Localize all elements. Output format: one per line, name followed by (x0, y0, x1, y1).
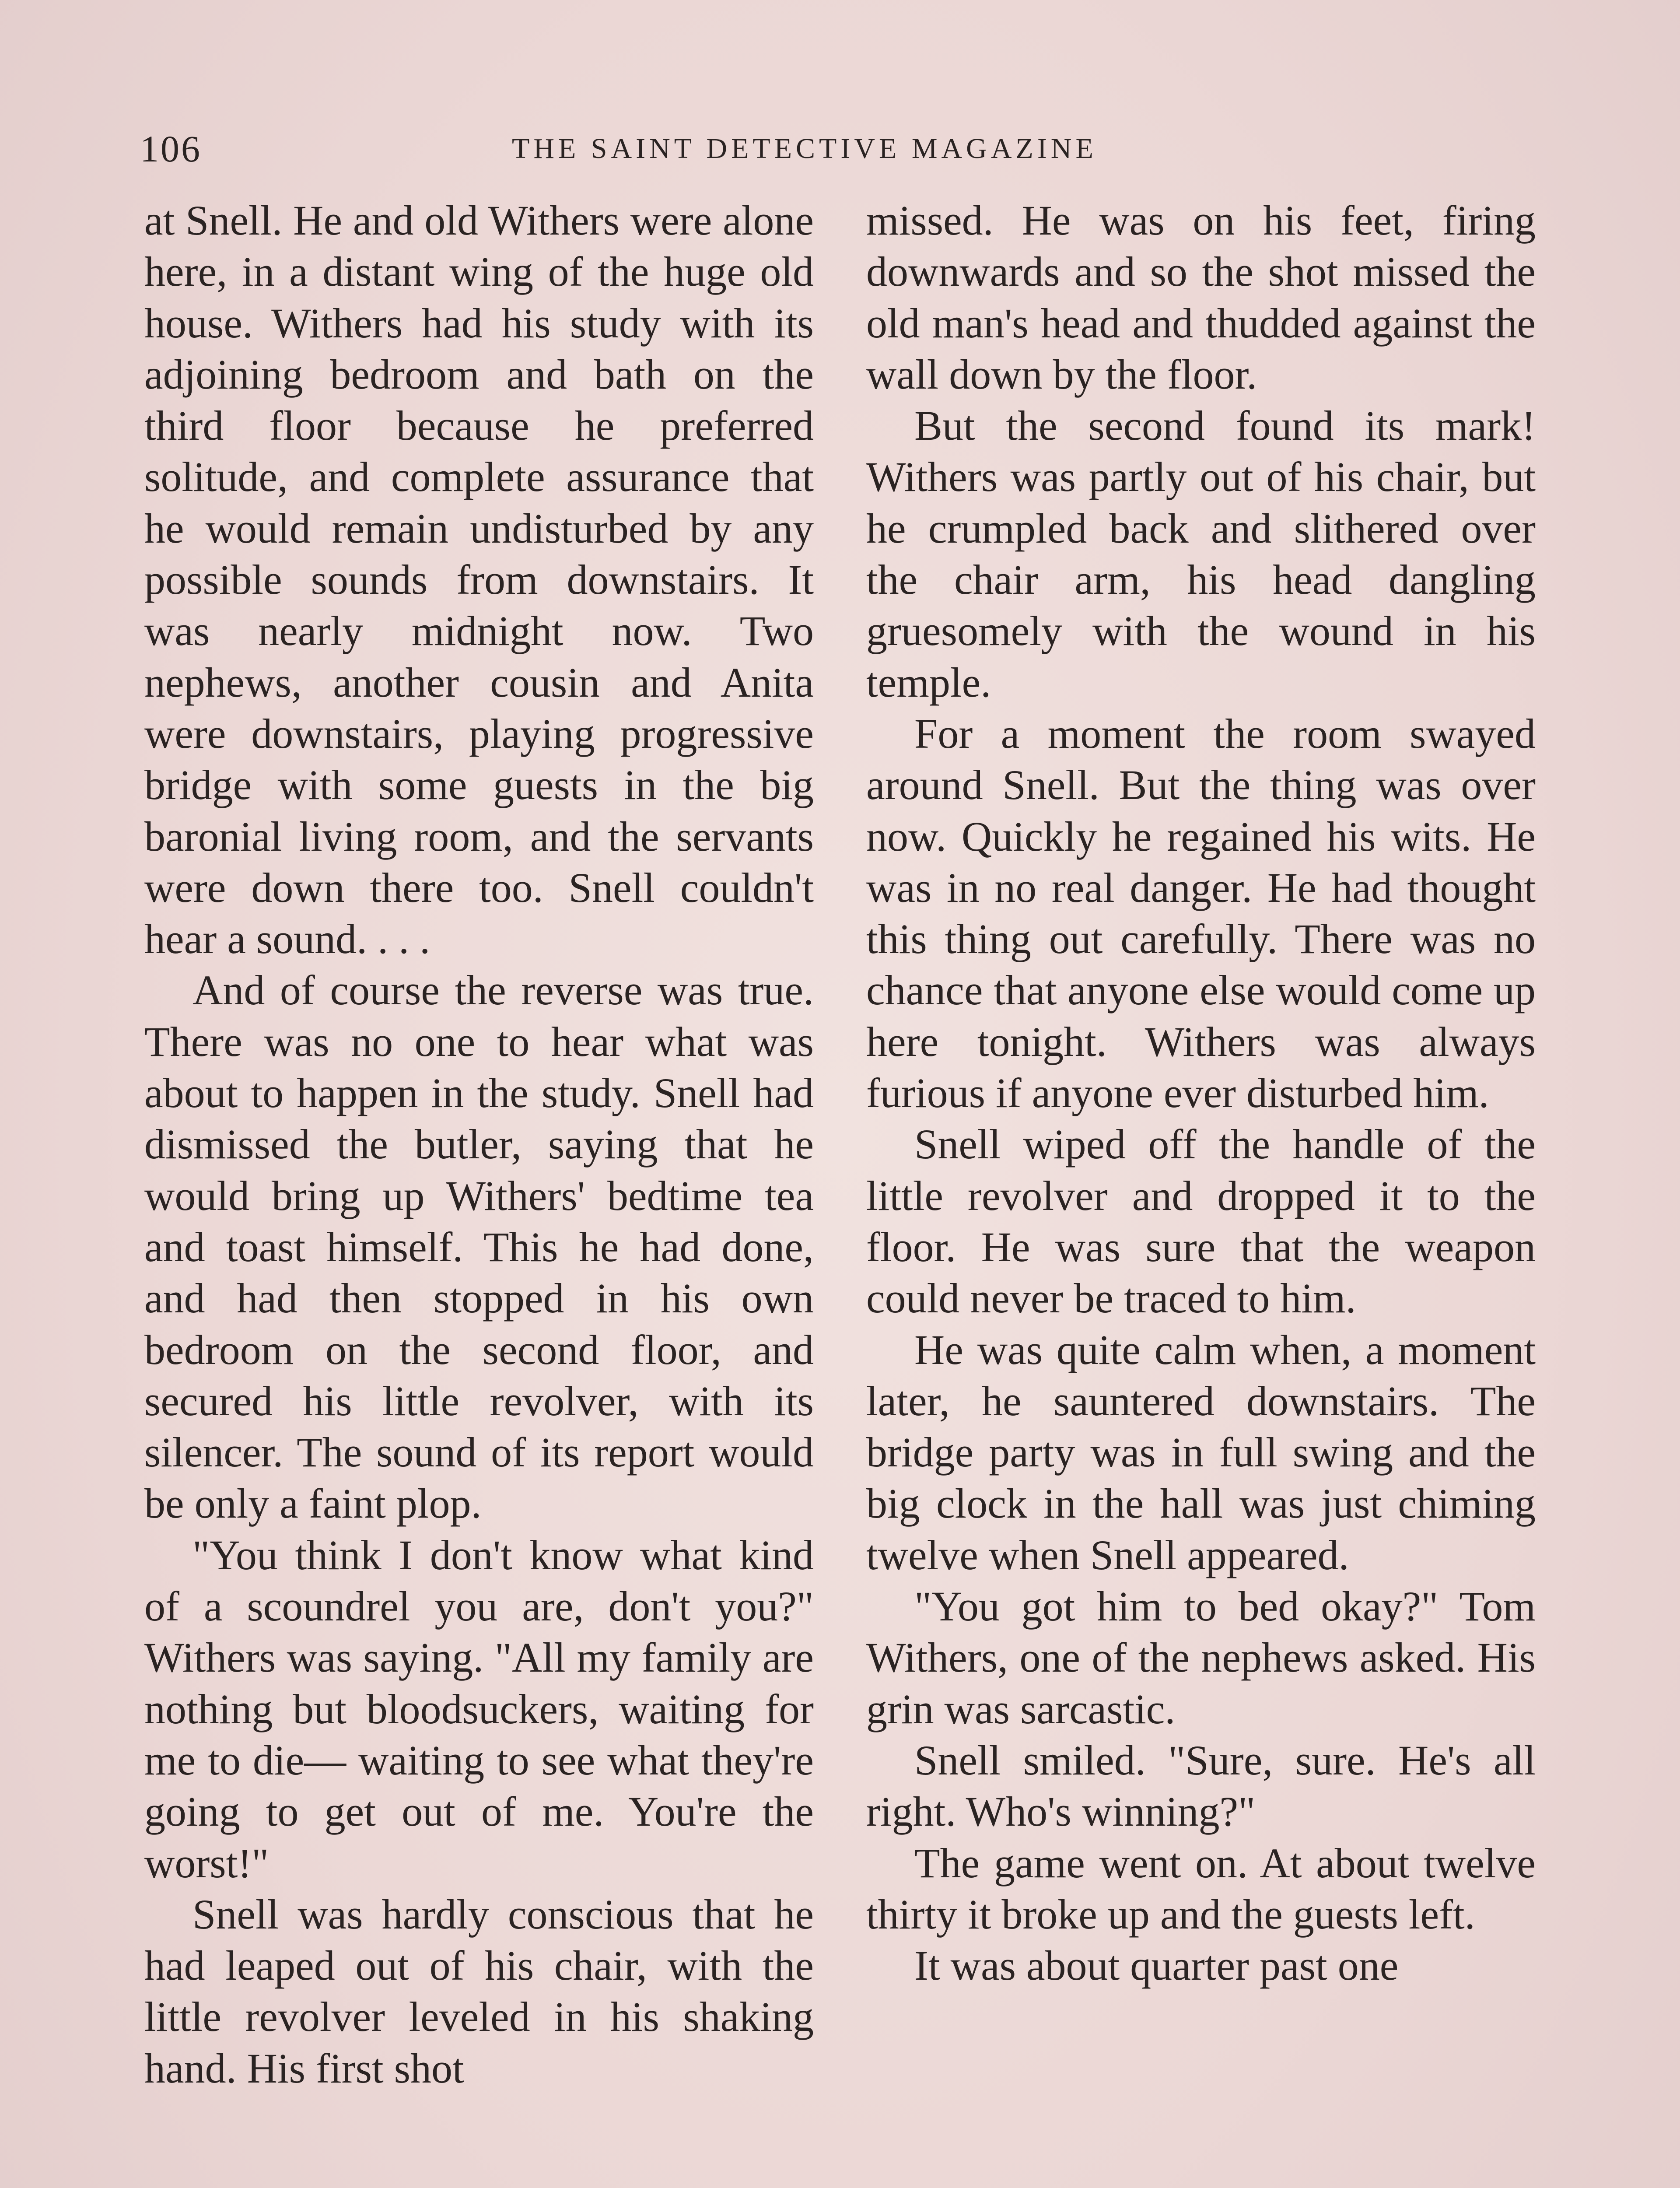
left-column (144, 195, 814, 2094)
page-header (140, 127, 1540, 179)
running-head: THE SAINT DETECTIVE MAGAZINE (512, 133, 1097, 165)
paragraph: "You think I don't know what kind of a scoundrel you are, don't you?" Withers was saying. "All my family are nothing but bloodsuckers, waiting for me to die— waiting to see what they're going to get out of me. You're the worst!" (144, 1531, 814, 1886)
paragraph: at Snell. He and old Withers were alone here, in a distant wing of the huge old house. Withers had his study with its adjoining bedroom and bath on the third floor because he preferred solitude, and complete assurance that he would remain undisturbed by any possible sounds from downstairs. It was nearly midnight now. Two nephews, another cousin and Anita were downstairs, playing progressive bridge with some guests in the big baronial living room, and the servants were down there too. Snell couldn't hear a sound. . . . (144, 197, 814, 963)
paragraph: Snell was hardly conscious that he had leaped out of his chair, with the little revolver leveled in his shaking hand. His first shot (144, 1890, 814, 2092)
paragraph: "You got him to bed okay?" Tom Withers, one of the nephews asked. His grin was sarcastic. (866, 1583, 1536, 1732)
page-number: 106 (140, 128, 202, 170)
paragraph: For a moment the room swayed around Snell. But the thing was over now. Quickly he regained his wits. He was in no real danger. He had thought this thing out carefully. There was no chance that anyone else would come up here tonight. Withers was always furious if anyone ever disturbed him. (866, 710, 1536, 1117)
paragraph: The game went on. At about twelve thirty it broke up and the guests left. (866, 1839, 1536, 1938)
paragraph: missed. He was on his feet, firing downwards and so the shot missed the old man's head and thudded against the wall down by the floor. (866, 197, 1536, 398)
paragraph: He was quite calm when, a moment later, he sauntered downstairs. The bridge party was in full swing and the big clock in the hall was just chiming twelve when Snell appeared. (866, 1326, 1536, 1578)
paragraph: But the second found its mark! Withers was partly out of his chair, but he crumpled back and slithered over the chair arm, his head dangling gruesomely with the wound in his temple. (866, 402, 1536, 706)
paragraph: Snell wiped off the handle of the little revolver and dropped it to the floor. He was sure that the weapon could never be traced to him. (866, 1121, 1536, 1322)
paragraph: Snell smiled. "Sure, sure. He's all right. Who's winning?" (866, 1736, 1536, 1835)
paragraph: It was about quarter past one (914, 1942, 1399, 1989)
paragraph: And of course the reverse was true. There was no one to hear what was about to happen in the study. Snell had dismissed the butler, saying that he would bring up Withers' bedtime tea and toast himself. This he had done, and had then stopped in his own bedroom on the second floor, and secured his little revolver, with its silencer. The sound of its report would be only a faint plop. (144, 967, 814, 1527)
right-column (866, 195, 1536, 1991)
